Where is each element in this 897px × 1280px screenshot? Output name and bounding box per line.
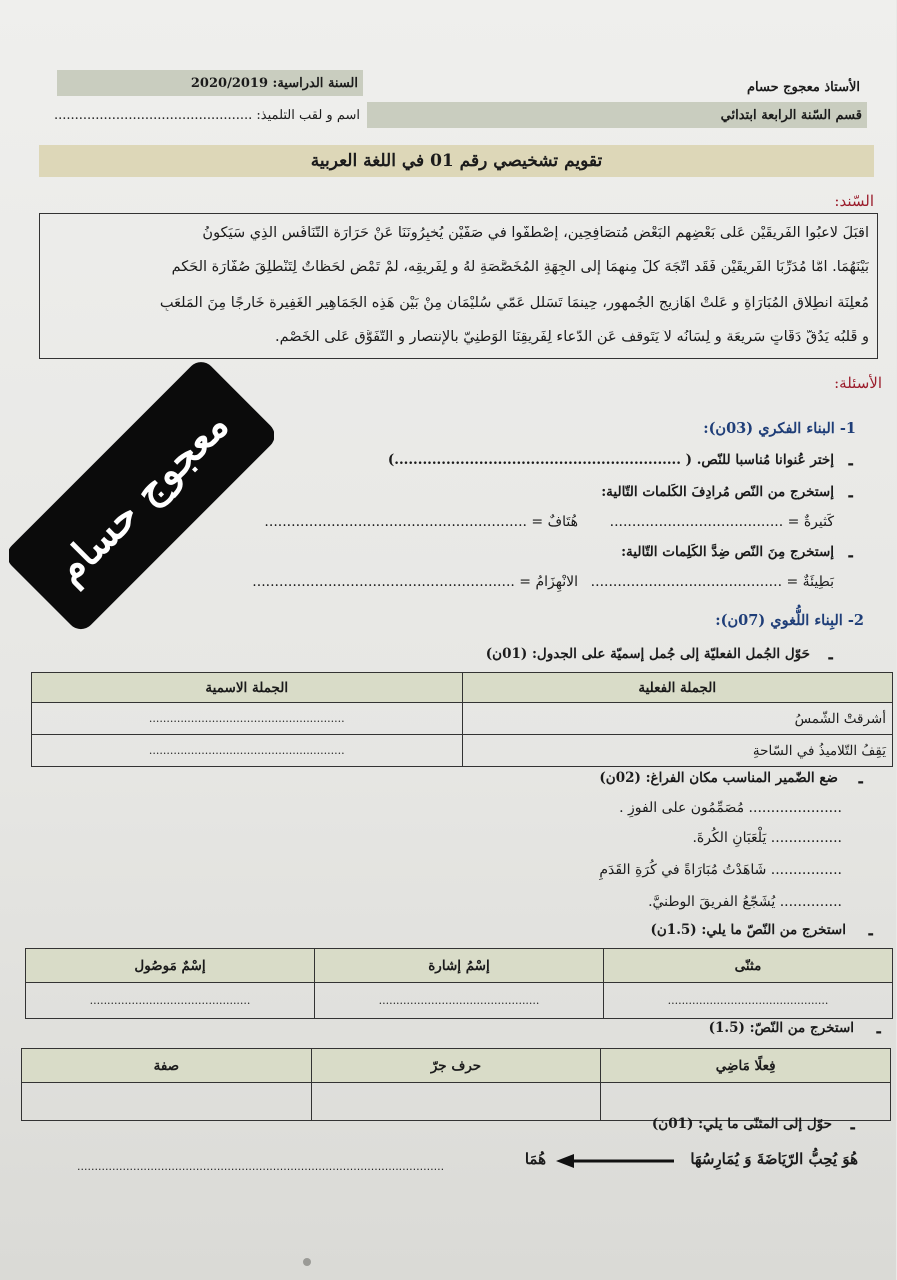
text-line: أقبَلَ لاعبُوا الفَريقَيْنِ عَلى بَعْضِهِم البَعْض مُتصَافِحِين، إصْطَفُّوا في صَفَّيْنِ يُخبِرُونَنَا عَنْ حَرَارَة التَّنَافُسِ الَّذِي سَيَكُونُ bbox=[203, 226, 870, 241]
paper-mark bbox=[304, 1258, 312, 1266]
question-convert-sentences: حَوّل الجُمل الفعليّة إلى جُمل إسميّة على الجدول: (01ن) bbox=[486, 646, 811, 662]
answer-cell[interactable]: ........................................................ bbox=[33, 735, 464, 767]
table-extract-2 bbox=[22, 1048, 892, 1121]
answer-cell[interactable] bbox=[602, 1083, 892, 1121]
table-header: الجملة الفعلية bbox=[463, 673, 894, 703]
question-antonyms: إستخرج مِنَ النّص ضِدَّ الكَلِمات التّالية: bbox=[622, 544, 835, 560]
part1-title: البناء الفكري (03ن): bbox=[704, 420, 836, 437]
pronoun-line[interactable]: ................ شَاهَدْتُ مُبَارَاةً في كُرَةِ القَدَمِ bbox=[600, 862, 843, 878]
bullet: - bbox=[848, 486, 855, 505]
school-year: السنة الدراسية: 2020/2019 bbox=[191, 76, 359, 91]
table-header: الجملة الاسمية bbox=[33, 673, 464, 703]
answer-cell[interactable]: .............................................. bbox=[605, 983, 894, 1019]
question-extract-2: استخرج من النّصّ: (1.5) bbox=[709, 1020, 855, 1036]
text-section-label: السّند: bbox=[835, 192, 875, 210]
table-cell: يَقِفُ التّلاميذُ في السّاحةِ bbox=[463, 735, 894, 767]
pronoun-line[interactable]: ................ يَلْعَبَانِ الكُرةَ. bbox=[693, 830, 843, 846]
answer-cell[interactable]: .............................................. bbox=[316, 983, 605, 1019]
table-header: إسْمٌ مَوصُول bbox=[27, 949, 316, 983]
bullet: - bbox=[848, 454, 855, 473]
arrow-left-icon bbox=[555, 1152, 677, 1170]
author-stamp bbox=[10, 352, 275, 642]
dual-sentence: هُوَ يُحِبُّ الرّيَاضَةَ وَ يُمَارِسُهَا bbox=[691, 1150, 859, 1168]
part1-number: 1- bbox=[840, 420, 857, 437]
table-row bbox=[23, 1083, 892, 1121]
bullet: - bbox=[858, 772, 865, 791]
answer-cell[interactable] bbox=[23, 1083, 313, 1121]
table-header: فِعلًا مَاضِي bbox=[602, 1049, 892, 1083]
synonym-answer-2[interactable]: هُتَافٌ = ........................................................... bbox=[265, 514, 579, 530]
bullet: - bbox=[876, 1022, 883, 1041]
class-level: قسم السّنة الرابعة ابتدائي bbox=[721, 108, 863, 123]
part2-heading bbox=[716, 612, 865, 629]
question-title-choice: إختر عُنوانا مُناسبا للنّص. ( .............................................................) bbox=[388, 452, 835, 468]
teacher-name: الأستاذ معجوج حسام bbox=[747, 80, 861, 95]
table-header: صفة bbox=[23, 1049, 313, 1083]
table-header: إسْمُ إشارة bbox=[316, 949, 605, 983]
question-extract-1: استخرج من النّصّ ما يلي: (1.5ن) bbox=[651, 922, 847, 938]
synonym-answer-1[interactable]: كَثيرةٌ = ....................................... bbox=[610, 514, 835, 530]
pronoun-line[interactable]: .............. يُشَجّعُ الفريقَ الوطنيَّ. bbox=[649, 894, 843, 910]
table-verbal-nominal bbox=[32, 672, 894, 767]
table-cell: أشرقتْ الشّمسُ bbox=[463, 703, 894, 735]
text-line: و قَلْبُه يَدُقّ دَقّاتٍ سَريعَة و لِسَانُه لاَ يَتَوقف عَنِ الدُّعاء لِفَريقِنَا الوَطَنِيّ بالإنتصار و التَّفَوُّق عَلى الخَصْمِ. bbox=[276, 330, 870, 345]
antonym-answer-1[interactable]: بَطِيئَةٌ = ........................................... bbox=[591, 574, 835, 590]
table-header: حرف جرّ bbox=[312, 1049, 602, 1083]
table-header: مثنّى bbox=[605, 949, 894, 983]
exam-title: تقويم تشخيصي رقم 01 في اللغة العربية bbox=[311, 151, 604, 171]
antonym-answer-2[interactable]: الانْهِزَامُ = ........................................................... bbox=[253, 574, 579, 590]
part2-title: البِناء اللُّغوي (07ن): bbox=[716, 612, 844, 629]
bullet: - bbox=[828, 648, 835, 667]
table-extract-1 bbox=[26, 948, 894, 1019]
pronoun-line[interactable]: ..................... مُصَمِّمُون على الفوزِ . bbox=[620, 800, 843, 816]
table-row bbox=[33, 703, 894, 735]
answer-cell[interactable] bbox=[312, 1083, 602, 1121]
questions-label: الأسئلة: bbox=[835, 374, 883, 392]
part1-heading bbox=[704, 420, 857, 437]
dual-answer-line[interactable]: ......................................................................................................... bbox=[78, 1160, 446, 1173]
answer-cell[interactable]: ........................................................ bbox=[33, 703, 464, 735]
student-name-field[interactable]: اسم و لقب التلميذ: ................................................ bbox=[54, 108, 361, 123]
stamp-text: معجوج حسام bbox=[46, 401, 239, 593]
table-row bbox=[27, 983, 894, 1019]
text-line: مُعلِنَة انطِلاق المُبَارَاةِ و عَلتْ أَهَازِيجِ الجُمهور، حِينمَا تَسَلّل عَمّي سُلَيْمَان مِنْ بَيْنِ هَذِه الجَمَاهِير الغَفِيرة خَارجًا مِنَ المَلْعَبِ bbox=[160, 296, 870, 311]
text-line: بَيْنَهُمَا. أَمَّا مُدَرِّبَا الفَرِيقَيْنِ فَقَد اتَّجَهَ كُلٌّ مِنهمَا إلى الجِهَةِ المُخَصَّصَةِ لَهُ و لِفَرِيقِه، لَمْ تَمْضِ لَحَظَاتٌ لِتَنْطَلِقَ صُفَّارَة الحَكَم bbox=[172, 260, 870, 275]
bullet: - bbox=[848, 546, 855, 565]
table-row bbox=[33, 735, 894, 767]
question-pronouns: ضع الضّمير المناسب مكان الفراغ: (02ن) bbox=[600, 770, 839, 786]
bullet: - bbox=[850, 1118, 857, 1137]
question-synonyms: إستخرج من النّص مُرادِفَ الكَلمات التّالية: bbox=[602, 484, 835, 500]
dual-pronoun: هُمَا bbox=[525, 1150, 547, 1168]
bullet: - bbox=[868, 924, 875, 943]
question-dual: حوّل إلى المثنّى ما يلي: (01ن) bbox=[652, 1116, 833, 1132]
answer-cell[interactable]: .............................................. bbox=[27, 983, 316, 1019]
part2-number: 2- bbox=[848, 612, 865, 629]
